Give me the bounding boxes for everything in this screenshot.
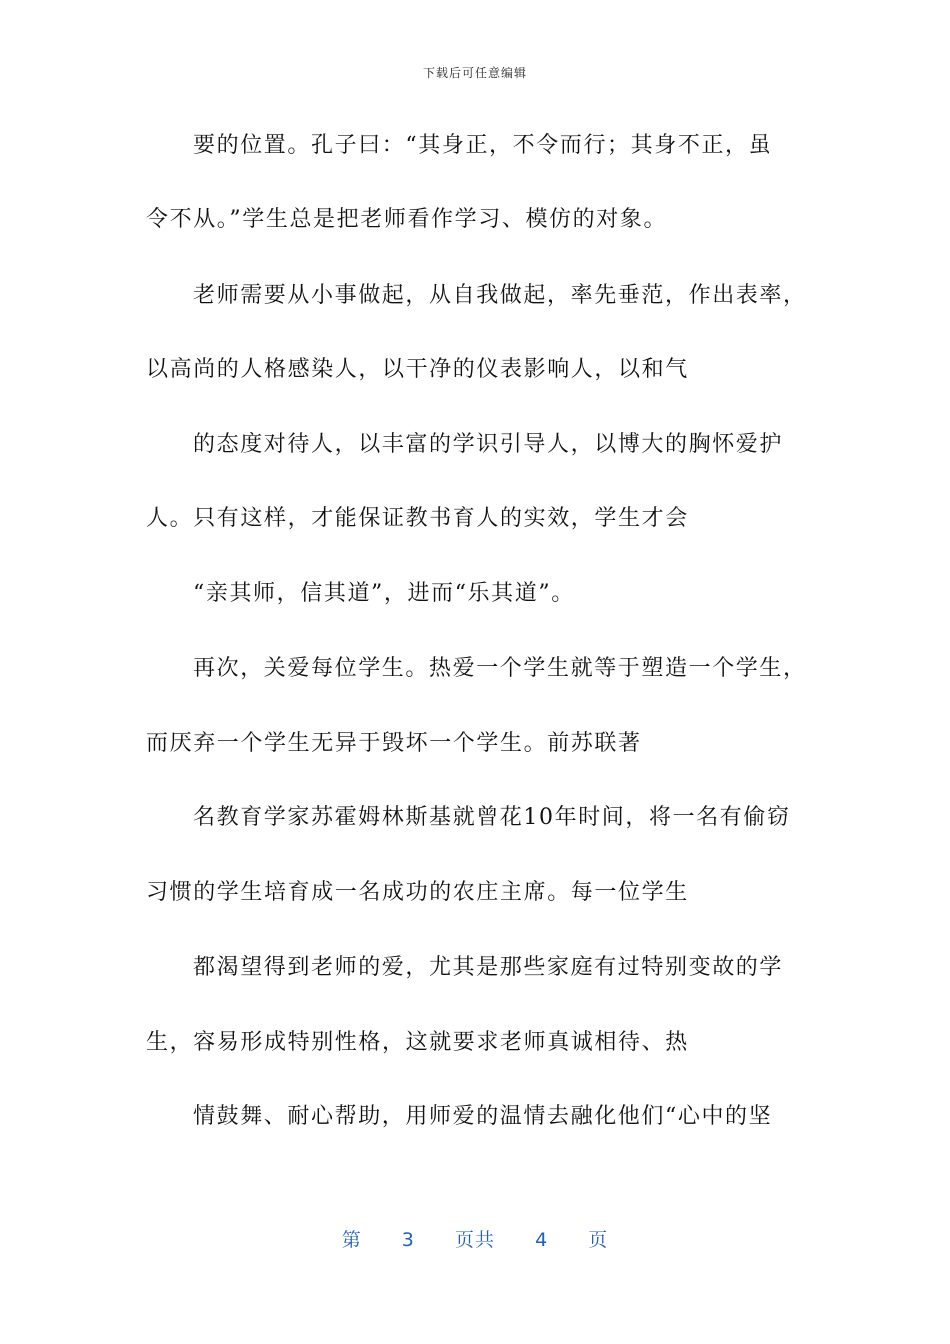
text-line: 以高尚的人格感染人，以干净的仪表影响人，以和气 (146, 357, 689, 382)
text-line: 生，容易形成特别性格，这就要求老师真诚相待、热 (146, 1030, 689, 1055)
text-line: 老师需要从小事做起，从自我做起，率先垂范，作出表率， (193, 283, 807, 308)
text-line: 再次，关爱每位学生。热爱一个学生就等于塑造一个学生， (193, 656, 807, 681)
text-line: 都渴望得到老师的爱，尤其是那些家庭有过特别变故的学 (193, 955, 784, 980)
page-footer-prefix: 第 (341, 1229, 362, 1251)
current-page-number: 3 (401, 1229, 415, 1251)
total-pages-number: 4 (535, 1229, 549, 1251)
text-line: 的态度对待人，以丰富的学识引导人，以博大的胸怀爱护 (193, 432, 784, 457)
page-footer (0, 1225, 950, 1252)
text-line: 要的位置。孔子曰：“其身正，不令而行；其身不正，虽 (193, 133, 773, 158)
text-line: 名教育学家苏霍姆林斯基就曾花10年时间，将一名有偷窃 (193, 805, 791, 830)
text-line: 人。只有这样，才能保证教书育人的实效，学生才会 (146, 506, 689, 531)
text-line: 情鼓舞、耐心帮助，用师爱的温情去融化他们“心中的坚 (193, 1104, 773, 1129)
text-line: 而厌弃一个学生无异于毁坏一个学生。前苏联著 (146, 731, 642, 756)
page-header: 下载后可任意编辑 (422, 66, 527, 80)
text-line: 习惯的学生培育成一名成功的农庄主席。每一位学生 (146, 880, 689, 905)
text-line: “亲其师，信其道”，进而“乐其道”。 (193, 581, 575, 606)
page-footer-middle: 页共 (454, 1229, 495, 1251)
page-footer-suffix: 页 (588, 1229, 609, 1251)
text-line: 令不从。”学生总是把老师看作学习、模仿的对象。 (146, 207, 668, 232)
